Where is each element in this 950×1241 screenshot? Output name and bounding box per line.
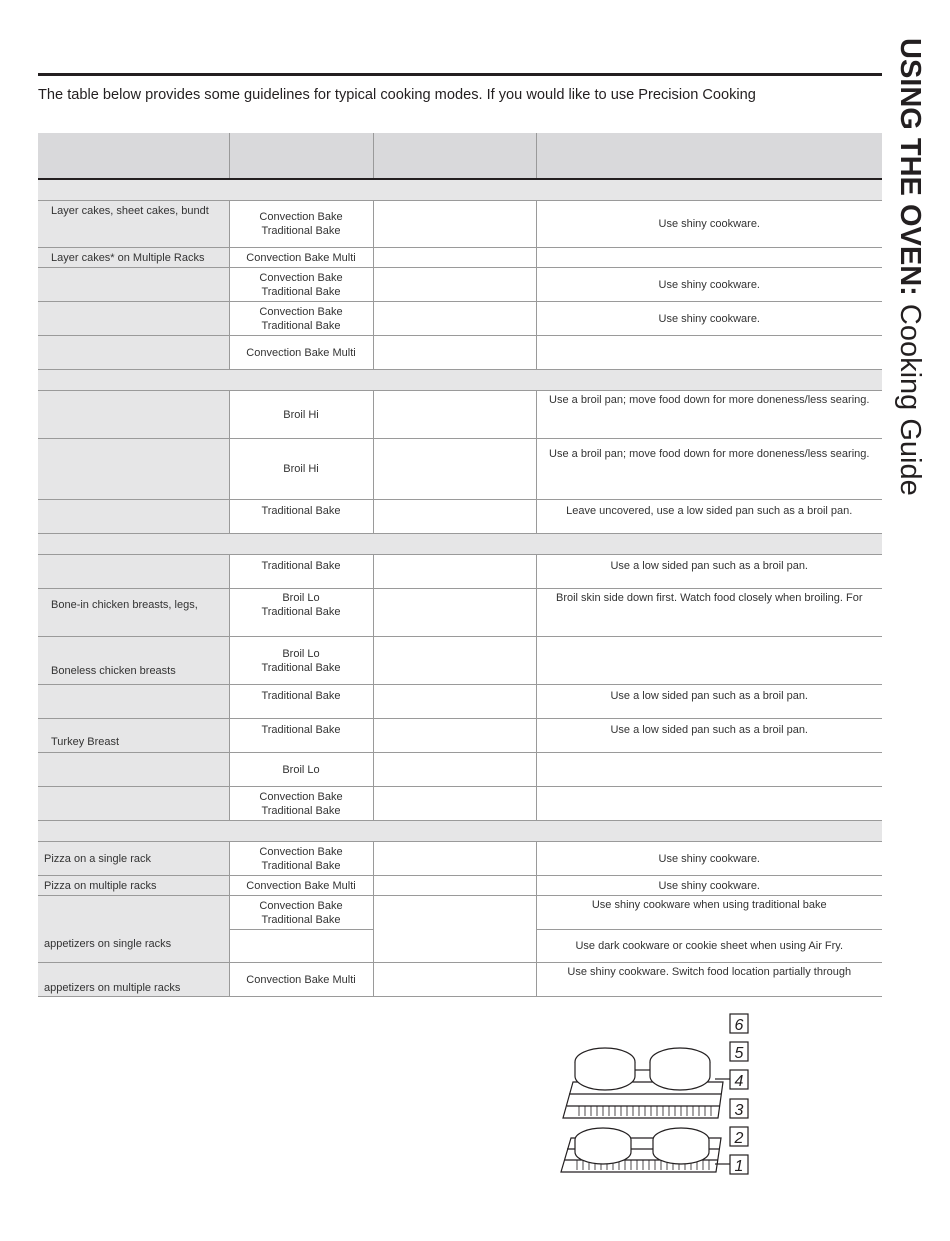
mode-cell: Traditional Bake <box>229 719 373 753</box>
side-title-bold: USING THE OVEN: <box>894 38 926 296</box>
note-cell: Use shiny cookware. Switch food location partially through <box>536 963 882 997</box>
rack-label-6: 6 <box>734 1017 744 1034</box>
rack-label-3: 3 <box>734 1102 744 1119</box>
table-row <box>38 201 882 248</box>
food-cell: Layer cakes, sheet cakes, bundt <box>38 201 229 248</box>
mode-cell: Traditional Bake <box>229 500 373 534</box>
food-cell <box>38 439 229 500</box>
mode-cell: Broil Lo Traditional Bake <box>229 637 373 685</box>
note-cell: Use a low sided pan such as a broil pan. <box>536 719 882 753</box>
rack-cell <box>373 268 536 302</box>
note-cell: Use a low sided pan such as a broil pan. <box>536 555 882 589</box>
note-cell <box>536 753 882 787</box>
note-cell: Use shiny cookware. <box>536 201 882 248</box>
table-row <box>38 589 882 637</box>
food-cell <box>38 685 229 719</box>
food-cell: appetizers on multiple racks <box>38 963 229 997</box>
food-cell: Turkey Breast <box>38 719 229 753</box>
rack-cell <box>373 685 536 719</box>
food-cell <box>38 787 229 821</box>
cooking-guide-table <box>38 133 882 997</box>
food-cell <box>38 555 229 589</box>
table-row <box>38 391 882 439</box>
table-row <box>38 302 882 336</box>
rack-cell <box>373 201 536 248</box>
rack-label-5: 5 <box>734 1045 744 1062</box>
food-cell: Layer cakes* on Multiple Racks <box>38 248 229 268</box>
note-cell: Broil skin side down first. Watch food closely when broiling. For <box>536 589 882 637</box>
mode-cell: Convection Bake Traditional Bake <box>229 201 373 248</box>
note-cell: Leave uncovered, use a low sided pan such as a broil pan. <box>536 500 882 534</box>
mode-cell: Convection Bake Traditional Bake <box>229 896 373 930</box>
food-cell <box>38 268 229 302</box>
table-row <box>38 685 882 719</box>
rack-cell <box>373 302 536 336</box>
note-cell: Use a broil pan; move food down for more doneness/less searing. <box>536 439 882 500</box>
note-cell: Use shiny cookware. <box>536 842 882 876</box>
rack-cell <box>373 719 536 753</box>
mode-cell: Convection Bake Traditional Bake <box>229 787 373 821</box>
section-row <box>38 534 882 555</box>
mode-cell: Traditional Bake <box>229 555 373 589</box>
note-cell: Use shiny cookware. <box>536 876 882 896</box>
rack-cell <box>373 842 536 876</box>
table-row <box>38 268 882 302</box>
note-cell: Use dark cookware or cookie sheet when using Air Fry. <box>536 930 882 963</box>
food-cell: Pizza on a single rack <box>38 842 229 876</box>
food-cell: Bone-in chicken breasts, legs, <box>38 589 229 637</box>
table-row <box>38 876 882 896</box>
rack-label-2: 2 <box>734 1130 744 1147</box>
table-row <box>38 753 882 787</box>
food-cell: Pizza on multiple racks <box>38 876 229 896</box>
note-cell <box>536 248 882 268</box>
header-cell-mode <box>229 133 373 179</box>
mode-cell: Traditional Bake <box>229 685 373 719</box>
rack-cell <box>373 589 536 637</box>
mode-cell: Convection Bake Multi <box>229 248 373 268</box>
food-cell <box>38 302 229 336</box>
rack-cell <box>373 637 536 685</box>
section-row <box>38 179 882 201</box>
rack-cell <box>373 391 536 439</box>
mode-cell: Convection Bake Multi <box>229 876 373 896</box>
table-row <box>38 555 882 589</box>
mode-cell: Convection Bake Traditional Bake <box>229 842 373 876</box>
mode-cell: Convection Bake Traditional Bake <box>229 268 373 302</box>
table-row <box>38 500 882 534</box>
rack-cell <box>373 876 536 896</box>
table-row <box>38 637 882 685</box>
rack-cell <box>373 500 536 534</box>
note-cell: Use shiny cookware. <box>536 268 882 302</box>
table-row <box>38 896 882 930</box>
rack-cell <box>373 753 536 787</box>
note-cell: Use shiny cookware when using traditional bake <box>536 896 882 930</box>
table-row <box>38 963 882 997</box>
intro-text: The table below provides some guidelines for typical cooking modes. If you would like to use Precision Cooking <box>38 87 756 103</box>
note-cell: Use shiny cookware. <box>536 302 882 336</box>
header-cell-rack <box>373 133 536 179</box>
rack-cell <box>373 336 536 370</box>
food-cell <box>38 336 229 370</box>
section-row <box>38 370 882 391</box>
note-cell: Use a low sided pan such as a broil pan. <box>536 685 882 719</box>
rack-position-figure <box>555 1010 755 1180</box>
mode-cell: Broil Hi <box>229 391 373 439</box>
food-cell <box>38 391 229 439</box>
header-cell-notes <box>536 133 882 179</box>
food-cell <box>38 500 229 534</box>
food-cell: Boneless chicken breasts <box>38 637 229 685</box>
table-row <box>38 719 882 753</box>
mode-cell: Convection Bake Multi <box>229 336 373 370</box>
rack-label-1: 1 <box>734 1158 744 1175</box>
table-row <box>38 787 882 821</box>
side-title <box>890 38 930 598</box>
food-cell: appetizers on single racks <box>38 896 229 963</box>
top-rule <box>38 73 882 76</box>
mode-cell: Convection Bake Traditional Bake <box>229 302 373 336</box>
rack-cell <box>373 787 536 821</box>
side-title-light: Cooking Guide <box>894 295 926 496</box>
header-cell-food <box>38 133 229 179</box>
note-cell: Use a broil pan; move food down for more doneness/less searing. <box>536 391 882 439</box>
rack-cell <box>373 896 536 963</box>
rack-label-4: 4 <box>734 1073 744 1090</box>
table-header-row <box>38 133 882 179</box>
rack-cell <box>373 963 536 997</box>
food-cell <box>38 753 229 787</box>
rack-cell <box>373 248 536 268</box>
table-row <box>38 439 882 500</box>
note-cell <box>536 637 882 685</box>
mode-cell: Broil Lo <box>229 753 373 787</box>
mode-cell <box>229 930 373 963</box>
table-row <box>38 336 882 370</box>
mode-cell: Broil Hi <box>229 439 373 500</box>
mode-cell: Convection Bake Multi <box>229 963 373 997</box>
mode-cell: Broil Lo Traditional Bake <box>229 589 373 637</box>
rack-cell <box>373 555 536 589</box>
rack-cell <box>373 439 536 500</box>
section-row <box>38 821 882 842</box>
table-row <box>38 842 882 876</box>
note-cell <box>536 787 882 821</box>
note-cell <box>536 336 882 370</box>
table-row <box>38 248 882 268</box>
